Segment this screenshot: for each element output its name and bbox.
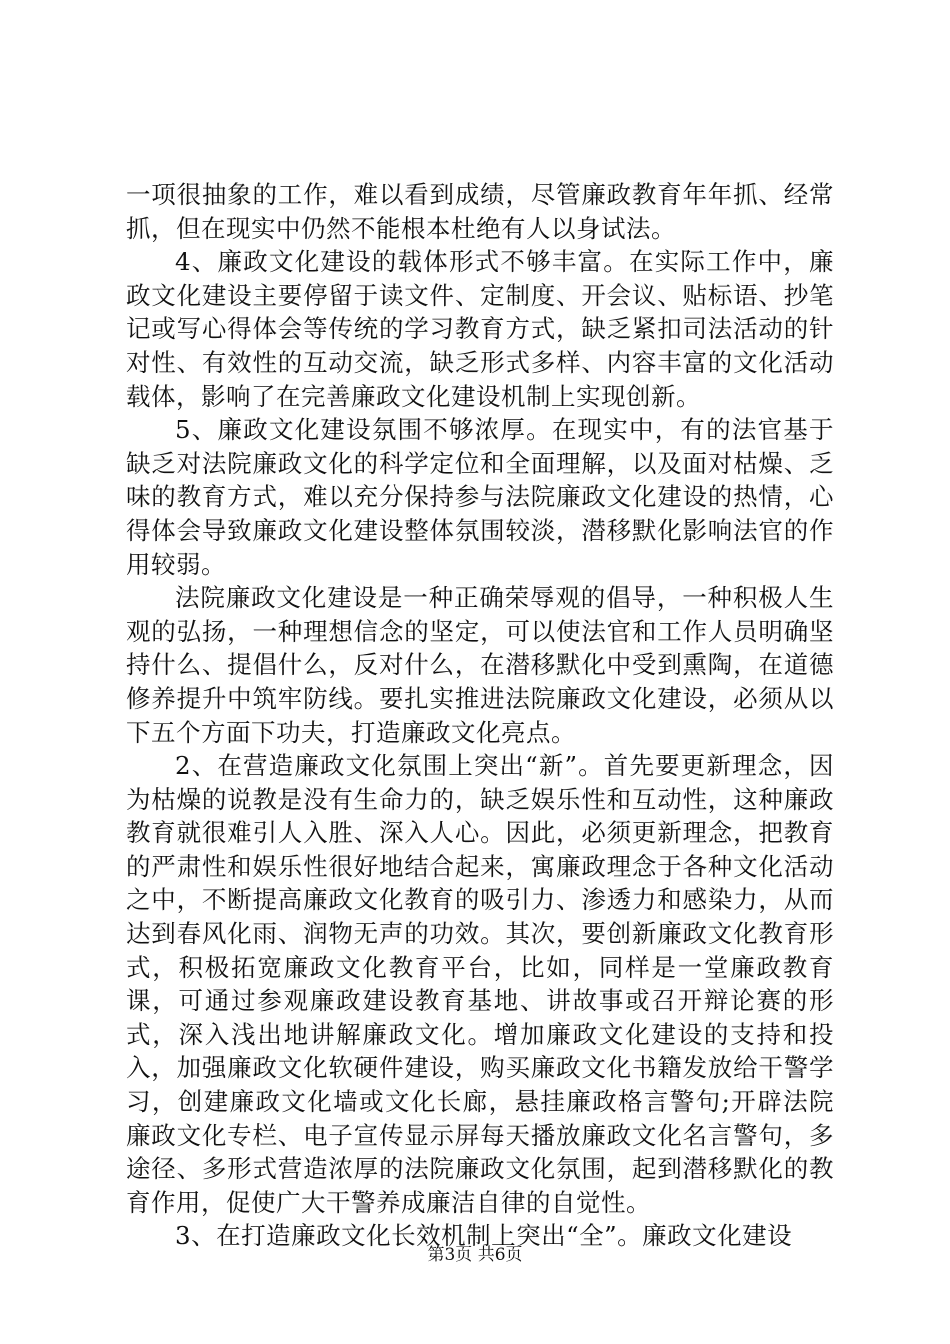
paragraph-intro: 法院廉政文化建设是一种正确荣辱观的倡导，一种积极人生观的弘扬，一种理想信念的坚定，可以使法官和工作人员明确坚持什么、提倡什么，反对什么，在潜移默化中受到熏陶，在道德修养提升中筑牢防线。要扎实推进法院廉政文化建设，必须从以下五个方面下功夫，打造廉政文化亮点。 (126, 583, 834, 747)
paragraph-continuation: 一项很抽象的工作，难以看到成绩，尽管廉政教育年年抓、经常抓，但在现实中仍然不能根本杜绝有人以身试法。 (126, 180, 834, 243)
document-body (126, 178, 834, 1253)
page-number-footer: 第3页 共6页 (427, 1245, 523, 1265)
paragraph-measure-2: 2、在营造廉政文化氛围上突出“新”。首先要更新理念，因为枯燥的说教是没有生命力的，缺乏娱乐性和互动性，这种廉政教育就很难引人入胜、深入人心。因此，必须更新理念，把教育的严肃性和娱乐性很好地结合起来，寓廉政理念于各种文化活动之中，不断提高廉政文化教育的吸引力、渗透力和感染力，从而达到春风化雨、润物无声的功效。其次，要创新廉政文化教育形式，积极拓宽廉政文化教育平台，比如，同样是一堂廉政教育课，可通过参观廉政建设教育基地、讲故事或召开辩论赛的形式，深入浅出地讲解廉政文化。增加廉政文化建设的支持和投入，加强廉政文化软硬件建设，购买廉政文化书籍发放给干警学习，创建廉政文化墙或文化长廊，悬挂廉政格言警句;开辟法院廉政文化专栏、电子宣传显示屏每天播放廉政文化名言警句，多途径、多形式营造浓厚的法院廉政文化氛围，起到潜移默化的教育作用，促使广大干警养成廉洁自律的自觉性。 (126, 751, 834, 1217)
paragraph-measure-3: 3、在打造廉政文化长效机制上突出“全”。廉政文化建设 (175, 1221, 793, 1251)
paragraph-point-5: 5、廉政文化建设氛围不够浓厚。在现实中，有的法官基于缺乏对法院廉政文化的科学定位和全面理解，以及面对枯燥、乏味的教育方式，难以充分保持参与法院廉政文化建设的热情，心得体会导致廉政文化建设整体氛围较淡，潜移默化影响法官的作用较弱。 (126, 415, 834, 579)
paragraph-point-4: 4、廉政文化建设的载体形式不够丰富。在实际工作中，廉政文化建设主要停留于读文件、定制度、开会议、贴标语、抄笔记或写心得体会等传统的学习教育方式，缺乏紧扣司法活动的针对性、有效性的互动交流，缺乏形式多样、内容丰富的文化活动载体，影响了在完善廉政文化建设机制上实现创新。 (126, 247, 834, 411)
